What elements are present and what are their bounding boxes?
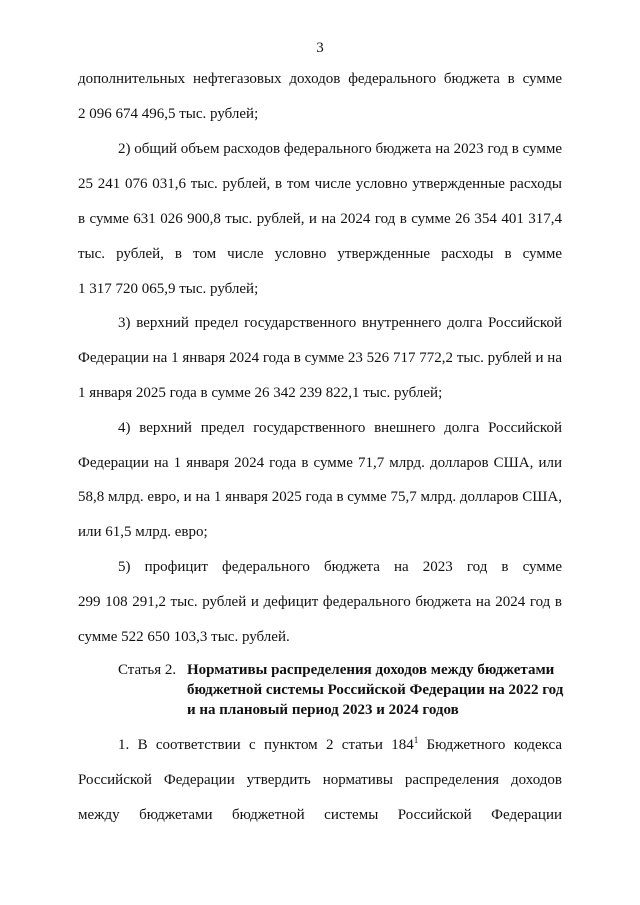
text-line: 4) верхний предел государственного внешнего долга Российской (118, 420, 562, 436)
article-label: Статья 2. (118, 662, 177, 678)
article-title (187, 660, 567, 720)
text-line: между бюджетами бюджетной системы Российской Федерации (78, 807, 562, 823)
text-line: Российской Федерации утвердить нормативы распределения доходов (78, 772, 562, 788)
text-line: 58,8 млрд. евро, и на 1 января 2025 года в сумме 75,7 млрд. долларов США, (78, 489, 562, 505)
text-line: 1 января 2025 года в сумме 26 342 239 822,1 тыс. рублей; (78, 385, 443, 401)
text-line: или 61,5 млрд. евро; (78, 524, 208, 540)
text-line (118, 735, 562, 755)
article-title-line: и на плановый период 2023 и 2024 годов (187, 702, 459, 718)
text-span: Бюджетного кодекса (418, 737, 563, 753)
text-span: 1. В соответствии с пунктом 2 статьи 184 (118, 737, 414, 753)
page-number: 3 (316, 40, 324, 56)
text-line: Федерации на 1 января 2024 года в сумме 71,7 млрд. долларов США, или (78, 455, 562, 471)
text-line: Федерации на 1 января 2024 года в сумме 23 526 717 772,2 тыс. рублей и на (78, 350, 562, 366)
article-title-line: Нормативы распределения доходов между бюджетами (187, 662, 555, 678)
text-line: 1 317 720 065,9 тыс. рублей; (78, 281, 259, 297)
text-line: 5) профицит федерального бюджета на 2023 год в сумме (118, 559, 562, 575)
text-line: в сумме 631 026 900,8 тыс. рублей, и на 2024 год в сумме 26 354 401 317,4 (78, 211, 562, 227)
text-line: 3) верхний предел государственного внутреннего долга Российской (118, 315, 562, 331)
text-line: 299 108 291,2 тыс. рублей и дефицит федерального бюджета на 2024 год в (78, 594, 562, 610)
superscript: 1 (413, 735, 419, 745)
text-line: 2) общий объем расходов федерального бюджета на 2023 год в сумме (118, 141, 562, 157)
article-title-line: бюджетной системы Российской Федерации на 2022 год (187, 682, 564, 698)
text-line: сумме 522 650 103,3 тыс. рублей. (78, 629, 290, 645)
text-line: 2 096 674 496,5 тыс. рублей; (78, 106, 259, 122)
text-line: тыс. рублей, в том числе условно утвержденные расходы в сумме (78, 246, 562, 262)
text-line: 25 241 076 031,6 тыс. рублей, в том числе условно утвержденные расходы (78, 176, 562, 192)
text-line: дополнительных нефтегазовых доходов федерального бюджета в сумме (78, 71, 562, 87)
